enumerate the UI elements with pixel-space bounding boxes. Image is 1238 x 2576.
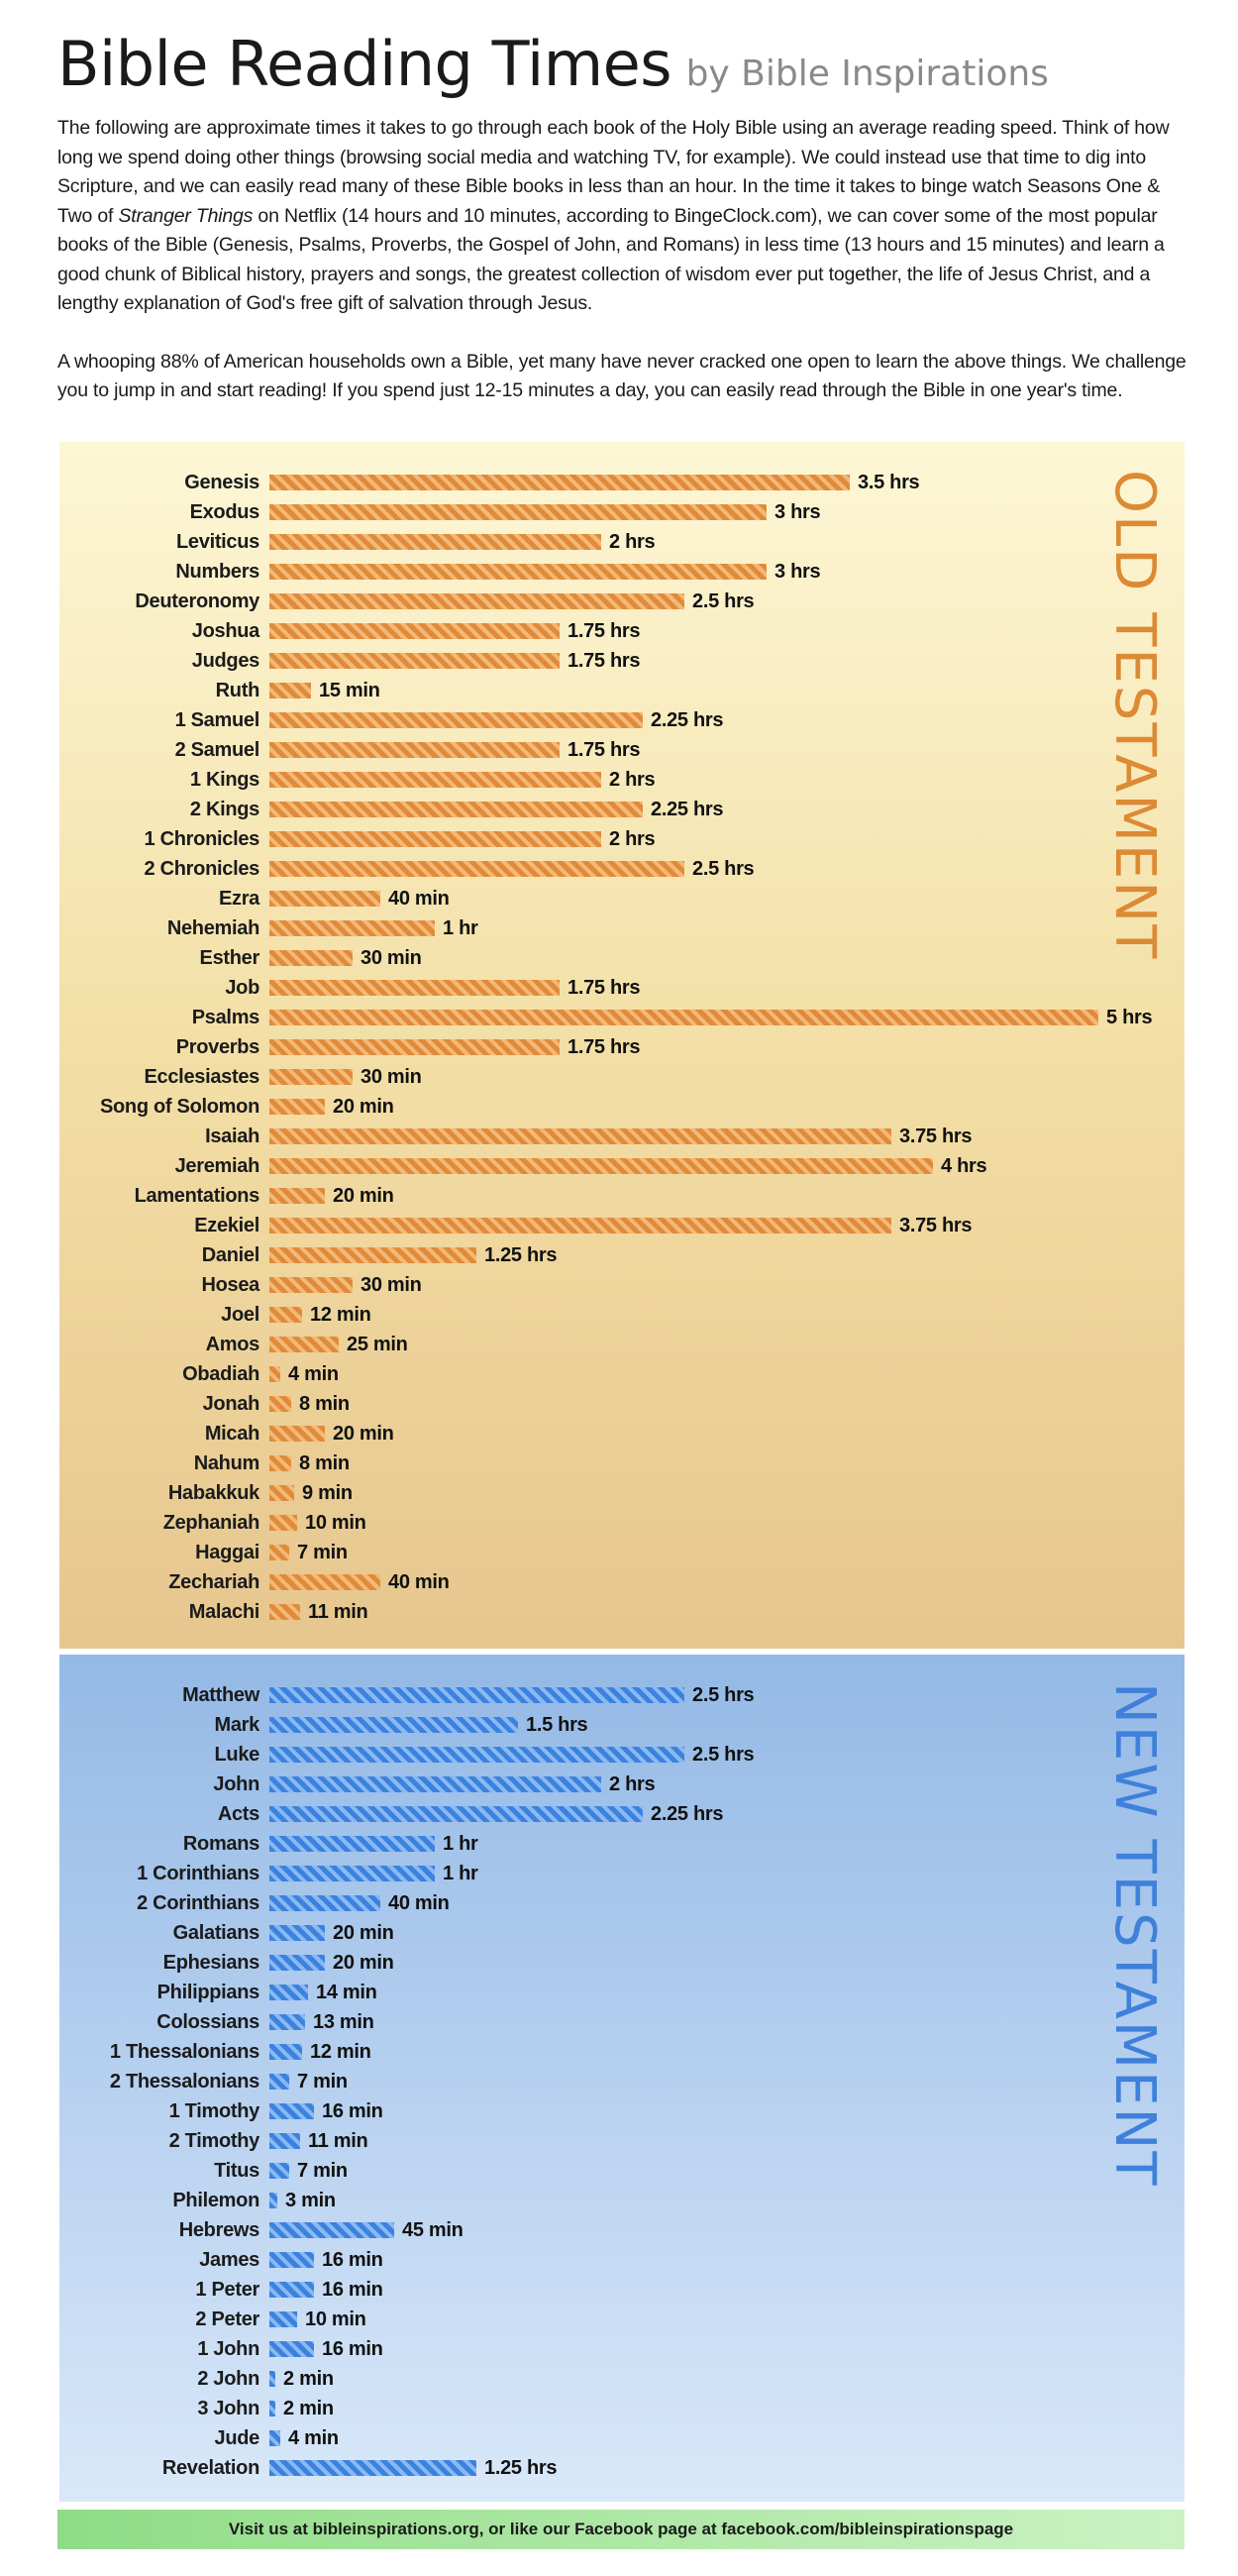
bar-row-genesis [59, 470, 1185, 495]
book-label-nahum: Nahum [193, 1452, 259, 1474]
bar-1-samuel [269, 712, 643, 728]
value-label-nahum: 8 min [299, 1452, 350, 1474]
bar-row-ephesians [59, 1950, 1185, 1976]
value-label-luke: 2.5 hrs [692, 1744, 755, 1766]
value-label-1-peter: 16 min [322, 2279, 383, 2301]
value-label-2-kings: 2.25 hrs [651, 799, 724, 820]
value-label-revelation: 1.25 hrs [484, 2457, 558, 2479]
bar-1-corinthians [269, 1866, 435, 1881]
bar-row-2-samuel [59, 737, 1185, 763]
bar-ephesians [269, 1955, 325, 1971]
value-label-acts: 2.25 hrs [651, 1803, 724, 1825]
book-label-mark: Mark [214, 1714, 259, 1736]
footer-banner: Visit us at bibleinspirations.org, or like our Facebook page at facebook.com/bibleinspirationspage [57, 2510, 1185, 2549]
value-label-colossians: 13 min [313, 2011, 374, 2033]
value-label-lamentations: 20 min [333, 1185, 394, 1207]
bar-row-2-thessalonians [59, 2069, 1185, 2094]
new-testament-chart [59, 1655, 1185, 2502]
bar-row-3-john [59, 2396, 1185, 2421]
bar-row-daniel [59, 1242, 1185, 1268]
value-label-ecclesiastes: 30 min [361, 1066, 422, 1088]
bar-isaiah [269, 1128, 891, 1144]
bar-colossians [269, 2014, 305, 2030]
value-label-exodus: 3 hrs [774, 501, 821, 523]
bar-row-1-corinthians [59, 1861, 1185, 1886]
value-label-2-samuel: 1.75 hrs [567, 739, 641, 761]
bar-2-samuel [269, 742, 560, 758]
value-label-philippians: 14 min [316, 1982, 377, 2003]
bar-row-1-samuel [59, 707, 1185, 733]
book-label-jeremiah: Jeremiah [174, 1155, 259, 1177]
book-label-1-thessalonians: 1 Thessalonians [109, 2041, 259, 2063]
bar-job [269, 980, 560, 996]
bar-philippians [269, 1985, 308, 2000]
book-label-nehemiah: Nehemiah [166, 917, 259, 939]
title-row [57, 28, 1186, 100]
value-label-numbers: 3 hrs [774, 561, 821, 583]
book-label-ruth: Ruth [215, 680, 259, 701]
book-label-ecclesiastes: Ecclesiastes [144, 1066, 259, 1088]
intro-p1-start: The following are approximate times it takes to go through each book of the Holy Bible using an average reading speed. Think of how long we spend doing other things (browsing social media and watching TV, for example). We could instead use that time to dig into Scripture, and we can easily read many of these Bible books in less than an hour. In the time it takes to binge watch Seasons One & Two of [57, 117, 1170, 227]
book-label-romans: Romans [182, 1833, 259, 1855]
book-label-joshua: Joshua [191, 620, 259, 642]
book-label-amos: Amos [205, 1334, 259, 1355]
book-label-genesis: Genesis [184, 472, 259, 493]
value-label-habakkuk: 9 min [302, 1482, 353, 1504]
book-label-ephesians: Ephesians [162, 1952, 259, 1974]
bar-row-joel [59, 1302, 1185, 1328]
book-label-psalms: Psalms [191, 1007, 259, 1028]
bar-nahum [269, 1455, 291, 1471]
bar-1-john [269, 2341, 314, 2357]
book-label-1-peter: 1 Peter [195, 2279, 259, 2301]
bar-obadiah [269, 1366, 280, 1382]
bar-mark [269, 1717, 518, 1733]
bar-1-timothy [269, 2103, 314, 2119]
value-label-obadiah: 4 min [288, 1363, 339, 1385]
book-label-galatians: Galatians [172, 1922, 259, 1944]
book-label-hebrews: Hebrews [178, 2219, 259, 2241]
bar-row-2-chronicles [59, 856, 1185, 882]
bar-row-ruth [59, 678, 1185, 703]
value-label-micah: 20 min [333, 1423, 394, 1445]
bar-row-ecclesiastes [59, 1064, 1185, 1090]
book-label-2-kings: 2 Kings [189, 799, 259, 820]
bar-exodus [269, 504, 767, 520]
value-label-ruth: 15 min [319, 680, 380, 701]
bar-esther [269, 950, 353, 966]
bar-row-philippians [59, 1980, 1185, 2005]
bar-ezekiel [269, 1218, 891, 1234]
value-label-joshua: 1.75 hrs [567, 620, 641, 642]
bar-row-jonah [59, 1391, 1185, 1417]
book-label-song-of-solomon: Song of Solomon [99, 1096, 259, 1118]
bar-2-thessalonians [269, 2074, 289, 2090]
bar-row-galatians [59, 1920, 1185, 1946]
bar-row-luke [59, 1742, 1185, 1768]
book-label-james: James [199, 2249, 259, 2271]
bar-judges [269, 653, 560, 669]
value-label-ephesians: 20 min [333, 1952, 394, 1974]
value-label-hosea: 30 min [361, 1274, 422, 1296]
bar-row-esther [59, 945, 1185, 971]
value-label-2-timothy: 11 min [308, 2130, 368, 2152]
intro-paragraph-1 [57, 114, 1186, 319]
value-label-titus: 7 min [297, 2160, 348, 2182]
value-label-hebrews: 45 min [402, 2219, 464, 2241]
value-label-isaiah: 3.75 hrs [899, 1126, 973, 1147]
bar-1-chronicles [269, 831, 601, 847]
book-label-philippians: Philippians [156, 1982, 259, 2003]
book-label-1-john: 1 John [197, 2338, 259, 2360]
bar-row-proverbs [59, 1034, 1185, 1060]
bar-ecclesiastes [269, 1069, 353, 1085]
bar-row-job [59, 975, 1185, 1001]
bar-row-ezra [59, 886, 1185, 912]
bar-habakkuk [269, 1485, 294, 1501]
book-label-1-corinthians: 1 Corinthians [137, 1863, 259, 1884]
book-label-malachi: Malachi [188, 1601, 259, 1623]
book-label-1-chronicles: 1 Chronicles [144, 828, 259, 850]
book-label-deuteronomy: Deuteronomy [135, 590, 259, 612]
bar-malachi [269, 1604, 300, 1620]
bar-row-colossians [59, 2009, 1185, 2035]
bar-proverbs [269, 1039, 560, 1055]
intro-paragraph-2: A whooping 88% of American households own a Bible, yet many have never cracked one open to learn the above things. We challenge you to jump in and start reading! If you spend just 12-15 minutes a day, you can easily read through the Bible in one year's time. [57, 350, 1186, 401]
bar-amos [269, 1337, 339, 1352]
value-label-esther: 30 min [361, 947, 422, 969]
bar-lamentations [269, 1188, 325, 1204]
value-label-zephaniah: 10 min [305, 1512, 366, 1534]
book-label-2-john: 2 John [197, 2368, 259, 2390]
bar-zechariah [269, 1574, 380, 1590]
intro-p1-show-title: Stranger Things [118, 204, 254, 227]
bar-row-zechariah [59, 1569, 1185, 1595]
bar-john [269, 1776, 601, 1792]
book-label-jonah: Jonah [202, 1393, 259, 1415]
book-label-isaiah: Isaiah [205, 1126, 259, 1147]
book-label-job: Job [225, 977, 259, 999]
book-label-2-samuel: 2 Samuel [174, 739, 259, 761]
bar-titus [269, 2163, 289, 2179]
bar-row-hebrews [59, 2217, 1185, 2243]
value-label-james: 16 min [322, 2249, 383, 2271]
value-label-galatians: 20 min [333, 1922, 394, 1944]
old-testament-chart [59, 442, 1185, 1649]
book-label-3-john: 3 John [197, 2398, 259, 2419]
value-label-malachi: 11 min [308, 1601, 368, 1623]
bar-joel [269, 1307, 302, 1323]
bar-daniel [269, 1247, 476, 1263]
bar-row-james [59, 2247, 1185, 2273]
bar-ezra [269, 891, 380, 907]
value-label-jeremiah: 4 hrs [941, 1155, 987, 1177]
bar-row-psalms [59, 1005, 1185, 1030]
book-label-lamentations: Lamentations [134, 1185, 259, 1207]
value-label-2-chronicles: 2.5 hrs [692, 858, 755, 880]
bar-genesis [269, 475, 850, 490]
bar-revelation [269, 2460, 476, 2476]
value-label-1-samuel: 2.25 hrs [651, 709, 724, 731]
value-label-psalms: 5 hrs [1106, 1007, 1153, 1028]
bar-row-mark [59, 1712, 1185, 1738]
book-label-acts: Acts [217, 1803, 259, 1825]
bar-row-1-john [59, 2336, 1185, 2362]
book-label-habakkuk: Habakkuk [167, 1482, 259, 1504]
bar-row-obadiah [59, 1361, 1185, 1387]
book-label-joel: Joel [221, 1304, 259, 1326]
book-label-1-timothy: 1 Timothy [168, 2100, 259, 2122]
value-label-deuteronomy: 2.5 hrs [692, 590, 755, 612]
bar-row-2-peter [59, 2307, 1185, 2332]
bar-james [269, 2252, 314, 2268]
bar-row-zephaniah [59, 1510, 1185, 1536]
book-label-judges: Judges [191, 650, 259, 672]
book-label-titus: Titus [214, 2160, 259, 2182]
book-label-esther: Esther [199, 947, 259, 969]
book-label-micah: Micah [204, 1423, 259, 1445]
bar-romans [269, 1836, 435, 1852]
value-label-leviticus: 2 hrs [609, 531, 656, 553]
book-label-philemon: Philemon [172, 2190, 259, 2211]
bar-jonah [269, 1396, 291, 1412]
bar-2-peter [269, 2311, 297, 2327]
value-label-romans: 1 hr [443, 1833, 478, 1855]
bar-row-joshua [59, 618, 1185, 644]
bar-acts [269, 1806, 643, 1822]
bar-2-corinthians [269, 1895, 380, 1911]
value-label-2-corinthians: 40 min [388, 1892, 450, 1914]
bar-matthew [269, 1687, 684, 1703]
value-label-2-peter: 10 min [305, 2308, 366, 2330]
bar-jeremiah [269, 1158, 933, 1174]
intro-text [57, 114, 1186, 406]
bar-row-lamentations [59, 1183, 1185, 1209]
value-label-jonah: 8 min [299, 1393, 350, 1415]
value-label-song-of-solomon: 20 min [333, 1096, 394, 1118]
intro-p1-end: on Netflix (14 hours and 10 minutes, according to BingeClock.com), we can cover some of the most popular books of the Bible (Genesis, Psalms, Proverbs, the Gospel of John, and Romans) in less time (13 hours and 15 minutes) and learn a good chunk of Biblical history, prayers and songs, the greatest collection of wisdom ever put together, the life of Jesus Christ, and a lengthy explanation of God's free gift of salvation through Jesus. [57, 204, 1165, 314]
bar-row-2-corinthians [59, 1890, 1185, 1916]
value-label-3-john: 2 min [283, 2398, 334, 2419]
book-label-1-kings: 1 Kings [189, 769, 259, 791]
bar-row-deuteronomy [59, 589, 1185, 614]
bar-row-2-timothy [59, 2128, 1185, 2154]
book-label-2-peter: 2 Peter [195, 2308, 259, 2330]
bar-row-isaiah [59, 1124, 1185, 1149]
value-label-judges: 1.75 hrs [567, 650, 641, 672]
book-label-numbers: Numbers [175, 561, 259, 583]
value-label-genesis: 3.5 hrs [858, 472, 920, 493]
bar-row-micah [59, 1421, 1185, 1447]
bar-galatians [269, 1925, 325, 1941]
bar-row-romans [59, 1831, 1185, 1857]
value-label-nehemiah: 1 hr [443, 917, 478, 939]
book-label-zephaniah: Zephaniah [162, 1512, 259, 1534]
value-label-2-thessalonians: 7 min [297, 2071, 348, 2093]
book-label-hosea: Hosea [201, 1274, 259, 1296]
book-label-matthew: Matthew [182, 1684, 259, 1706]
bar-ruth [269, 683, 311, 698]
bar-2-john [269, 2371, 275, 2387]
bar-row-leviticus [59, 529, 1185, 555]
book-label-jude: Jude [214, 2427, 259, 2449]
bar-row-1-peter [59, 2277, 1185, 2303]
bar-leviticus [269, 534, 601, 550]
bar-2-chronicles [269, 861, 684, 877]
bar-deuteronomy [269, 593, 684, 609]
header [57, 28, 1186, 435]
value-label-1-corinthians: 1 hr [443, 1863, 478, 1884]
book-label-haggai: Haggai [195, 1542, 259, 1563]
value-label-mark: 1.5 hrs [526, 1714, 588, 1736]
book-label-daniel: Daniel [201, 1244, 259, 1266]
bar-3-john [269, 2401, 275, 2416]
value-label-ezekiel: 3.75 hrs [899, 1215, 973, 1236]
book-label-obadiah: Obadiah [182, 1363, 259, 1385]
bar-row-1-kings [59, 767, 1185, 793]
bar-song-of-solomon [269, 1099, 325, 1115]
value-label-joel: 12 min [310, 1304, 371, 1326]
bar-1-kings [269, 772, 601, 788]
bar-row-nehemiah [59, 915, 1185, 941]
bar-row-numbers [59, 559, 1185, 585]
book-label-ezra: Ezra [218, 888, 259, 910]
bar-row-2-kings [59, 797, 1185, 822]
book-label-proverbs: Proverbs [175, 1036, 259, 1058]
bar-row-amos [59, 1332, 1185, 1357]
value-label-1-john: 16 min [322, 2338, 383, 2360]
bar-row-jude [59, 2425, 1185, 2451]
bar-row-1-chronicles [59, 826, 1185, 852]
book-label-2-thessalonians: 2 Thessalonians [109, 2071, 259, 2093]
book-label-colossians: Colossians [156, 2011, 259, 2033]
bar-luke [269, 1747, 684, 1763]
bar-row-john [59, 1771, 1185, 1797]
bar-zephaniah [269, 1515, 297, 1531]
bar-row-matthew [59, 1682, 1185, 1708]
bar-numbers [269, 564, 767, 580]
bar-nehemiah [269, 920, 435, 936]
book-label-zechariah: Zechariah [168, 1571, 259, 1593]
bar-row-revelation [59, 2455, 1185, 2481]
value-label-proverbs: 1.75 hrs [567, 1036, 641, 1058]
value-label-haggai: 7 min [297, 1542, 348, 1563]
old-testament-label: OLD TESTAMENT [1102, 470, 1167, 961]
bar-row-habakkuk [59, 1480, 1185, 1506]
bar-row-2-john [59, 2366, 1185, 2392]
bar-row-nahum [59, 1450, 1185, 1476]
value-label-job: 1.75 hrs [567, 977, 641, 999]
value-label-zechariah: 40 min [388, 1571, 450, 1593]
bar-row-1-timothy [59, 2098, 1185, 2124]
book-label-1-samuel: 1 Samuel [174, 709, 259, 731]
new-testament-label: NEW TESTAMENT [1102, 1682, 1167, 2188]
book-label-exodus: Exodus [189, 501, 259, 523]
book-label-ezekiel: Ezekiel [194, 1215, 259, 1236]
value-label-jude: 4 min [288, 2427, 339, 2449]
bar-row-ezekiel [59, 1213, 1185, 1238]
book-label-leviticus: Leviticus [176, 531, 259, 553]
value-label-amos: 25 min [347, 1334, 408, 1355]
value-label-1-timothy: 16 min [322, 2100, 383, 2122]
bar-hebrews [269, 2222, 394, 2238]
bar-micah [269, 1426, 325, 1442]
bar-2-timothy [269, 2133, 300, 2149]
page-byline: by Bible Inspirations [685, 54, 1049, 94]
bar-row-song-of-solomon [59, 1094, 1185, 1120]
bar-philemon [269, 2193, 277, 2208]
value-label-ezra: 40 min [388, 888, 450, 910]
bar-jude [269, 2430, 280, 2446]
bar-2-kings [269, 802, 643, 817]
bar-row-haggai [59, 1540, 1185, 1565]
bar-row-acts [59, 1801, 1185, 1827]
bar-row-judges [59, 648, 1185, 674]
book-label-2-corinthians: 2 Corinthians [137, 1892, 259, 1914]
value-label-1-thessalonians: 12 min [310, 2041, 371, 2063]
bar-hosea [269, 1277, 353, 1293]
value-label-john: 2 hrs [609, 1773, 656, 1795]
book-label-revelation: Revelation [161, 2457, 259, 2479]
book-label-2-chronicles: 2 Chronicles [144, 858, 259, 880]
bar-row-malachi [59, 1599, 1185, 1625]
bar-row-exodus [59, 499, 1185, 525]
bar-row-philemon [59, 2188, 1185, 2213]
value-label-1-kings: 2 hrs [609, 769, 656, 791]
bar-row-jeremiah [59, 1153, 1185, 1179]
value-label-1-chronicles: 2 hrs [609, 828, 656, 850]
value-label-daniel: 1.25 hrs [484, 1244, 558, 1266]
book-label-john: John [213, 1773, 259, 1795]
book-label-2-timothy: 2 Timothy [168, 2130, 259, 2152]
value-label-philemon: 3 min [285, 2190, 336, 2211]
bar-haggai [269, 1545, 289, 1560]
bar-psalms [269, 1010, 1098, 1025]
bar-row-1-thessalonians [59, 2039, 1185, 2065]
value-label-2-john: 2 min [283, 2368, 334, 2390]
bar-row-hosea [59, 1272, 1185, 1298]
bar-1-peter [269, 2282, 314, 2298]
book-label-luke: Luke [214, 1744, 259, 1766]
bar-1-thessalonians [269, 2044, 302, 2060]
bar-row-titus [59, 2158, 1185, 2184]
bar-joshua [269, 623, 560, 639]
page-title: Bible Reading Times [57, 28, 672, 100]
value-label-matthew: 2.5 hrs [692, 1684, 755, 1706]
